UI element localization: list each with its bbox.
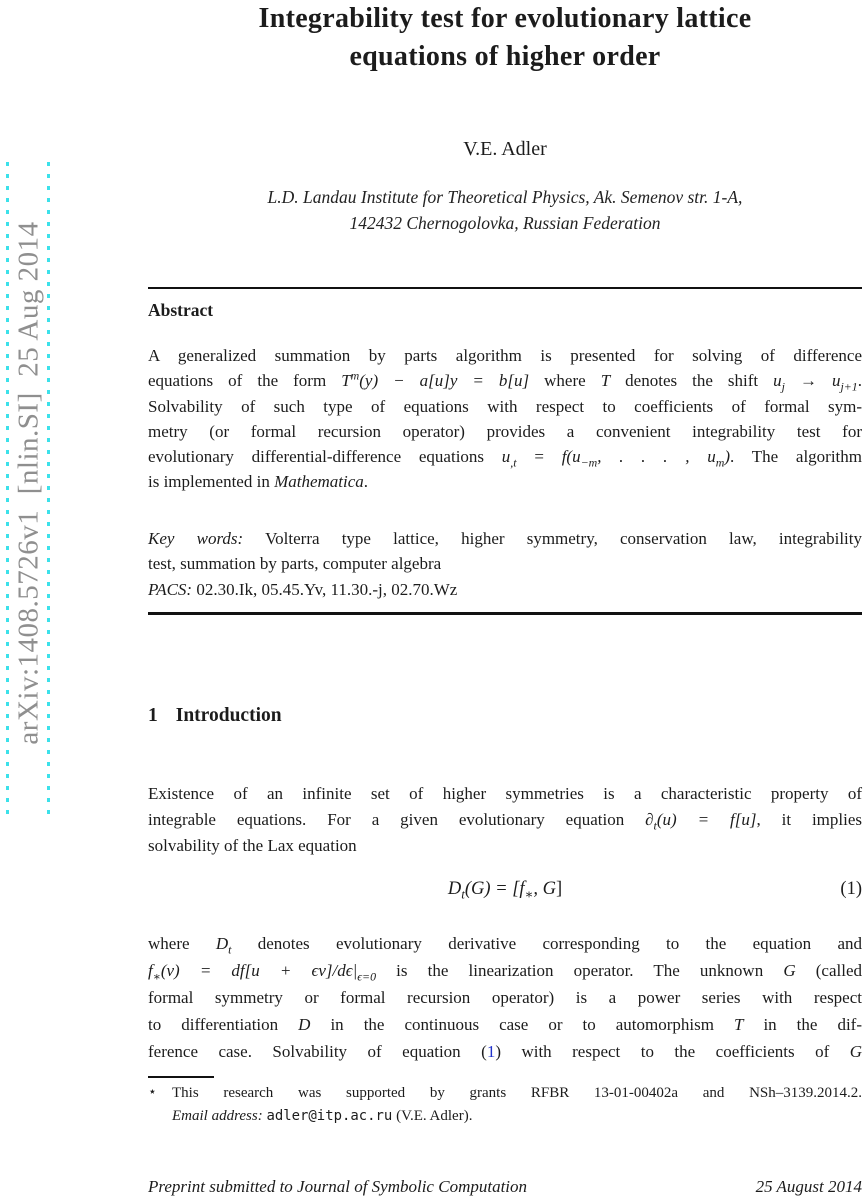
text-segment: G: [849, 1042, 863, 1061]
text-segment: PACS:: [148, 579, 193, 599]
text-segment: m: [350, 368, 360, 383]
text-segment: j+1: [840, 379, 858, 394]
equation-1-label: (1): [840, 879, 862, 899]
author-name: V.E. Adler: [463, 138, 547, 160]
text-line: A generalized summation by parts algorithm is presented for solving of difference: [148, 346, 862, 365]
text-segment: t: [461, 886, 465, 902]
paper-title-line-1: Integrability test for evolutionary lattice: [258, 3, 752, 34]
text-segment: , G: [533, 879, 556, 899]
footer-date: 25 August 2014: [755, 1177, 862, 1196]
text-segment: ): [724, 447, 731, 467]
section-heading-introduction: [148, 705, 862, 727]
abstract-rule-top: [148, 287, 862, 289]
text-segment: ∂: [645, 810, 654, 829]
text-segment: u: [831, 371, 841, 391]
text-segment: T: [341, 371, 351, 391]
text-segment: (y) − a[u]y = b[u]: [359, 371, 530, 391]
text-segment: (u) = f[u]: [656, 810, 757, 829]
paper-title-line-2: equations of higher order: [349, 41, 661, 72]
text-segment: Key words:: [148, 529, 244, 548]
section-number: 1: [148, 705, 158, 726]
text-line: Email address: adler@itp.ac.ru (V.E. Adler).: [172, 1108, 473, 1124]
email-address: adler@itp.ac.ru: [266, 1108, 393, 1124]
text-line: solvability of the Lax equation: [148, 836, 357, 855]
text-segment: ,t: [510, 455, 517, 470]
intro-paragraph-1: [148, 781, 862, 859]
text-segment: D: [215, 934, 229, 953]
text-segment: j: [781, 379, 785, 394]
abstract-text: [148, 343, 862, 495]
text-line: integrable equations. For a given evolutionary equation $\partial_t(u) = f[u]$, it implies: [148, 810, 863, 833]
footer-preprint-note: Preprint submitted to Journal of Symbolic Computation: [148, 1177, 528, 1196]
text-line: PACS: 02.30.Ik, 05.45.Yv, 11.30.-j, 02.70.Wz: [148, 579, 458, 599]
arxiv-watermark-text: arXiv:1408.5726v1 [nlin.SI] 25 Aug 2014: [12, 221, 45, 745]
text-segment: ϵ=0: [357, 969, 377, 984]
affiliation: [148, 184, 862, 236]
text-line: $f_∗(v) = df[u + \epsilon v]/d\epsilon|_{\epsilon=0}$ is the linearization operator. The unknown G (called: [148, 961, 862, 984]
text-line: ference case. Solvability of equation (1) with respect to the coefficients of G: [148, 1042, 863, 1061]
equation-ref-link[interactable]: 1: [486, 1042, 496, 1061]
footnote: [148, 1082, 862, 1128]
text-segment: t: [653, 818, 657, 833]
abstract-heading: Abstract: [148, 300, 214, 320]
text-segment: Mathematica: [274, 472, 364, 492]
text-segment: u: [501, 447, 511, 467]
text-line: equations of the form $T^m(y) - a[u]y = b[u]$ where T denotes the shift $u_j \to u_{j+1}$.: [148, 368, 863, 394]
paper-title: [148, 0, 862, 76]
section-title: Introduction: [175, 705, 282, 726]
footnote-star-marker: ⋆: [148, 1085, 157, 1100]
equation-1-row: [148, 879, 862, 909]
text-segment: , . . . , u: [597, 447, 716, 467]
affiliation-line-1: L.D. Landau Institute for Theoretical Physics, Ak. Semenov str. 1-A,: [267, 187, 743, 207]
text-line: where $D_t$ denotes evolutionary derivative corresponding to the equation and: [148, 934, 862, 957]
text-segment: −m: [580, 455, 598, 470]
watermark-dash-right: [47, 162, 50, 818]
text-line: test, summation by parts, computer algebra: [148, 554, 442, 574]
text-segment: ∗: [152, 969, 161, 984]
text-segment: (v) = df[u + ϵv]/dϵ|: [160, 961, 358, 980]
text-line: formal symmetry or formal recursion operator) is a power series with respect: [148, 988, 862, 1007]
text-segment: T: [733, 1015, 744, 1034]
text-segment: m: [715, 455, 725, 470]
text-line: is implemented in Mathematica.: [148, 472, 369, 492]
text-segment: G: [783, 961, 796, 980]
footnote-text: [172, 1082, 862, 1128]
equation-1: $D_t(G) = [f_∗$, G]: [447, 879, 563, 902]
text-line: Key words: Volterra type lattice, higher symmetry, conservation law, integrability: [148, 529, 863, 548]
text-segment: D: [298, 1015, 311, 1034]
footnote-rule: [148, 1076, 214, 1078]
page-footer: [148, 1177, 862, 1197]
text-line: This research was supported by grants RFBR 13-01-00402a and NSh–3139.2014.2.: [172, 1085, 862, 1101]
text-segment: (G) = [f: [464, 879, 525, 899]
keywords-text: [148, 526, 862, 602]
text-line: metry (or formal recursion operator) provides a convenient integrability test for: [148, 421, 862, 441]
text-segment: t: [228, 942, 232, 957]
text-segment: ∗: [524, 886, 534, 902]
text-segment: (u: [566, 447, 581, 467]
text-line: Solvability of such type of equations with respect to coefficients of formal sym-: [148, 396, 862, 416]
text-line: to differentiation D in the continuous case or to automorphism T in the dif-: [148, 1015, 862, 1034]
text-segment: D: [447, 879, 462, 899]
text-segment: f: [561, 447, 567, 467]
text-line: Existence of an infinite set of higher symmetries is a characteristic property of: [148, 784, 862, 803]
intro-paragraph-2: [148, 930, 862, 1065]
text-segment: T: [600, 371, 611, 391]
text-line: evolutionary differential-difference equations $u_{,t} = f(u_{-m}$, . . . , $u_m$). The algorithm: [148, 447, 862, 470]
watermark-dash-left: [6, 162, 9, 818]
affiliation-line-2: 142432 Chernogolovka, Russian Federation: [349, 213, 661, 233]
text-segment: f: [148, 961, 153, 980]
abstract-rule-bottom: [148, 612, 862, 615]
text-segment: u: [773, 371, 782, 391]
text-segment: Email address:: [172, 1108, 263, 1124]
